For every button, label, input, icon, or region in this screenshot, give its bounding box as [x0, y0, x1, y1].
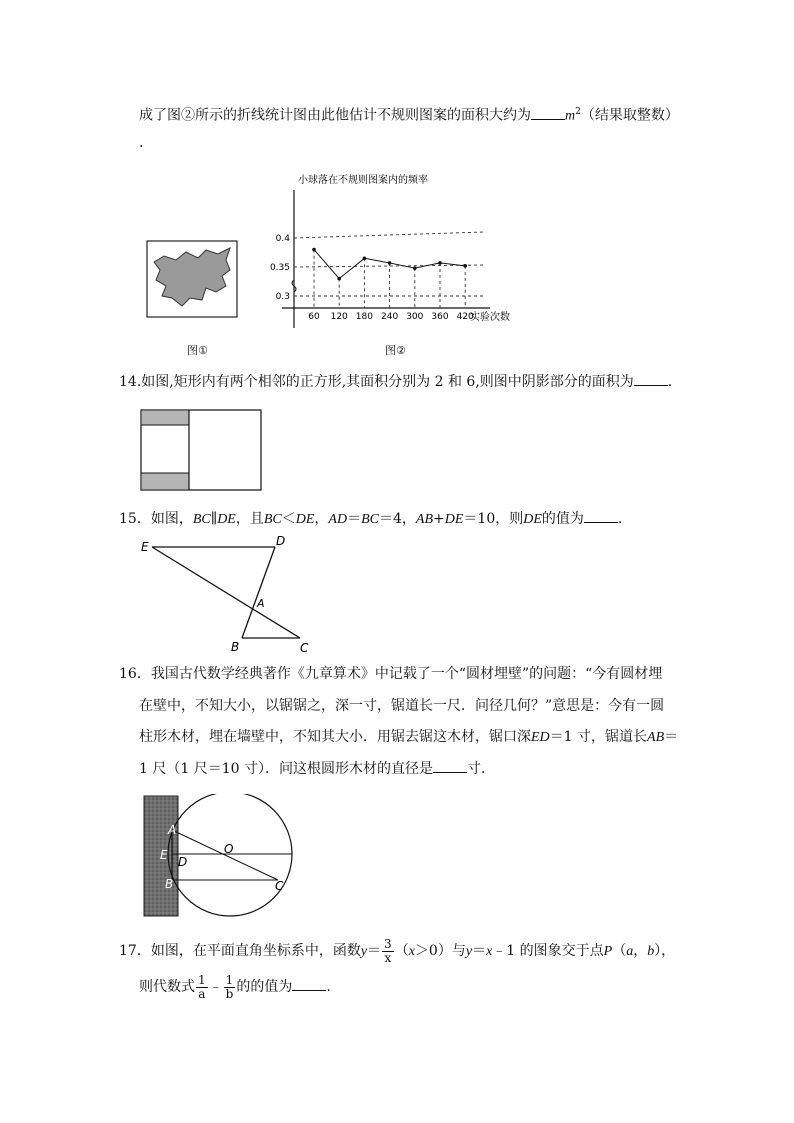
figure-2-caption: 图② — [385, 344, 406, 357]
segment-bc: BC — [361, 512, 379, 527]
figure-2-line-chart — [262, 168, 552, 340]
unit: m — [565, 108, 576, 124]
comma: ， — [633, 943, 648, 959]
data-point — [363, 257, 367, 261]
label-o: O — [224, 842, 234, 856]
q17-text-3: 则代数式 — [139, 979, 195, 995]
segment-ab: AB — [647, 730, 665, 745]
segment-ad: AD — [328, 512, 348, 527]
label-b: B — [165, 877, 174, 891]
segment-db — [242, 547, 275, 638]
label-e: E — [160, 848, 168, 862]
x-tick-label: 300 — [406, 312, 424, 322]
q17-line-2 — [139, 972, 331, 1002]
var-a: a — [626, 944, 634, 959]
y-tick-label: 0.4 — [275, 234, 290, 244]
q17-period: . — [326, 979, 331, 995]
comma: ， — [314, 511, 329, 527]
parallel-symbol: ∥ — [210, 511, 218, 527]
data-point — [413, 266, 417, 270]
label-d: D — [178, 855, 188, 869]
var-y: y — [360, 944, 368, 959]
segment-de: DE — [295, 512, 315, 527]
equals: ＝ — [347, 511, 362, 527]
numerator: 1 — [198, 972, 206, 987]
q16-text-1: 16．我国古代数学经典著作《九章算术》中记载了一个“圆材埋壁”的问题：“今有圆材埋 — [119, 666, 663, 682]
var-x: x — [486, 944, 493, 959]
x-axis-label: 实验次数 — [470, 312, 510, 323]
minus: ﹣ — [208, 979, 223, 995]
fraction-3-over-x — [382, 938, 394, 965]
q17-line-1 — [119, 936, 675, 967]
q14-text: 14.如图,矩形内有两个相邻的正方形,其面积分别为 2 和 6,则图中阴影部分的面积为 — [119, 374, 634, 390]
q14-line — [119, 373, 672, 391]
condition: ＞0）与 — [414, 943, 466, 959]
q15-prefix: 15．如图， — [119, 511, 193, 527]
shaded-region-top — [142, 411, 189, 425]
q13-line-2 — [139, 134, 143, 152]
denominator: x — [384, 950, 392, 965]
q15-and: ，且 — [235, 511, 264, 527]
numerator: 1 — [224, 974, 236, 988]
x-tick-label: 60 — [308, 312, 320, 322]
q16-text-4: 1 尺（1 尺＝10 寸）．问这根圆形木材的直径是 — [139, 761, 433, 777]
y-tick-label: 0.3 — [275, 292, 290, 302]
q15-period: . — [617, 511, 623, 527]
segment-ec — [152, 547, 300, 638]
paren-close: ）， — [654, 943, 676, 959]
label-d: D — [276, 534, 286, 548]
paren: （ — [394, 943, 409, 959]
data-point — [312, 248, 316, 252]
var-x: x — [408, 944, 415, 959]
x-tick-label: 360 — [431, 312, 449, 322]
numerator: 3 — [384, 936, 392, 951]
segment-de: DE — [217, 512, 236, 527]
gridline — [294, 232, 484, 238]
denominator: b — [225, 986, 234, 1001]
less-than: ＜ — [281, 511, 296, 527]
data-point — [388, 261, 392, 265]
q16-line-4 — [139, 760, 495, 778]
figure-1-caption: 图① — [187, 344, 208, 357]
segment-bc: BC — [263, 512, 282, 527]
equals: ＝ — [367, 943, 382, 959]
equals: ＝ — [664, 729, 679, 745]
q13-line-1 — [139, 103, 679, 126]
label-a: A — [257, 597, 265, 610]
segment-bc: BC — [192, 512, 211, 527]
x-tick-label: 420 — [456, 312, 474, 322]
denominator: a — [198, 986, 206, 1001]
gridline — [294, 265, 484, 267]
figure-1-irregular-pattern — [146, 240, 238, 320]
q17-text-1: 17．如图，在平面直角坐标系中，函数 — [119, 943, 361, 959]
label-c: C — [300, 641, 309, 655]
segment-ab: AB — [415, 512, 434, 527]
answer-blank — [292, 978, 326, 991]
q15-line — [119, 510, 622, 529]
q14-figure — [139, 408, 263, 492]
x-tick-label: 240 — [381, 312, 399, 322]
q15-figure — [138, 534, 318, 656]
answer-blank — [634, 373, 668, 386]
q13-period: . — [139, 135, 144, 151]
paren: （ — [612, 943, 627, 959]
segment-de: DE — [523, 512, 542, 527]
point-p: P — [603, 944, 613, 959]
x-tick-label: 120 — [330, 312, 348, 322]
shaded-region-bottom — [142, 473, 189, 489]
fraction-1-over-a — [196, 974, 208, 1001]
x-tick-label: 180 — [355, 312, 373, 322]
label-c: C — [275, 879, 284, 893]
q15-tail: 的值为 — [541, 511, 584, 527]
segment-de: DE — [444, 512, 464, 527]
q16-text-3: 柱形木材，埋在墙壁中，不知其大小．用锯去锯这木材，锯口深 — [139, 729, 531, 745]
segment-ed: ED — [531, 730, 550, 745]
fraction-1-over-b — [224, 974, 236, 1001]
q16-line-2 — [139, 697, 664, 715]
q16-unit: 寸． — [466, 761, 495, 777]
answer-blank — [433, 760, 467, 773]
unit-exponent: 2 — [575, 107, 581, 117]
var-y: y — [465, 944, 473, 959]
equals-value: ＝10，则 — [463, 511, 524, 527]
q16-text-2: 在壁中，不知大小，以锯锯之，深一寸，锯道长一尺．问径几何？”意思是：今有一圆 — [139, 698, 665, 714]
chart-title: 小球落在不规则图案内的频率 — [298, 175, 428, 186]
q17-text-2: ﹣1 的图象交于点 — [492, 943, 604, 959]
label-e: E — [141, 540, 149, 554]
label-b: B — [231, 640, 240, 654]
label-a: A — [168, 823, 177, 837]
equals-value: ＝4， — [378, 511, 416, 527]
plus: + — [433, 511, 445, 527]
q16-figure — [140, 794, 300, 918]
var-b: b — [647, 944, 655, 959]
q16-text-3b: ＝1 寸，锯道长 — [549, 729, 648, 745]
q14-period: . — [667, 374, 673, 390]
data-point — [463, 264, 467, 268]
y-tick-label: 0.35 — [269, 263, 290, 273]
data-point — [438, 261, 442, 265]
equals: ＝ — [472, 943, 487, 959]
q13-text: 成了图②所示的折线统计图由此他估计不规则图案的面积大约为 — [139, 107, 531, 124]
q16-line-3 — [139, 728, 678, 747]
q13-note: （结果取整数） — [580, 107, 679, 124]
answer-blank — [531, 107, 565, 120]
data-point — [337, 277, 341, 281]
q17-text-4: 的的值为 — [236, 979, 293, 995]
q16-line-1 — [119, 665, 662, 683]
answer-blank — [584, 510, 618, 523]
